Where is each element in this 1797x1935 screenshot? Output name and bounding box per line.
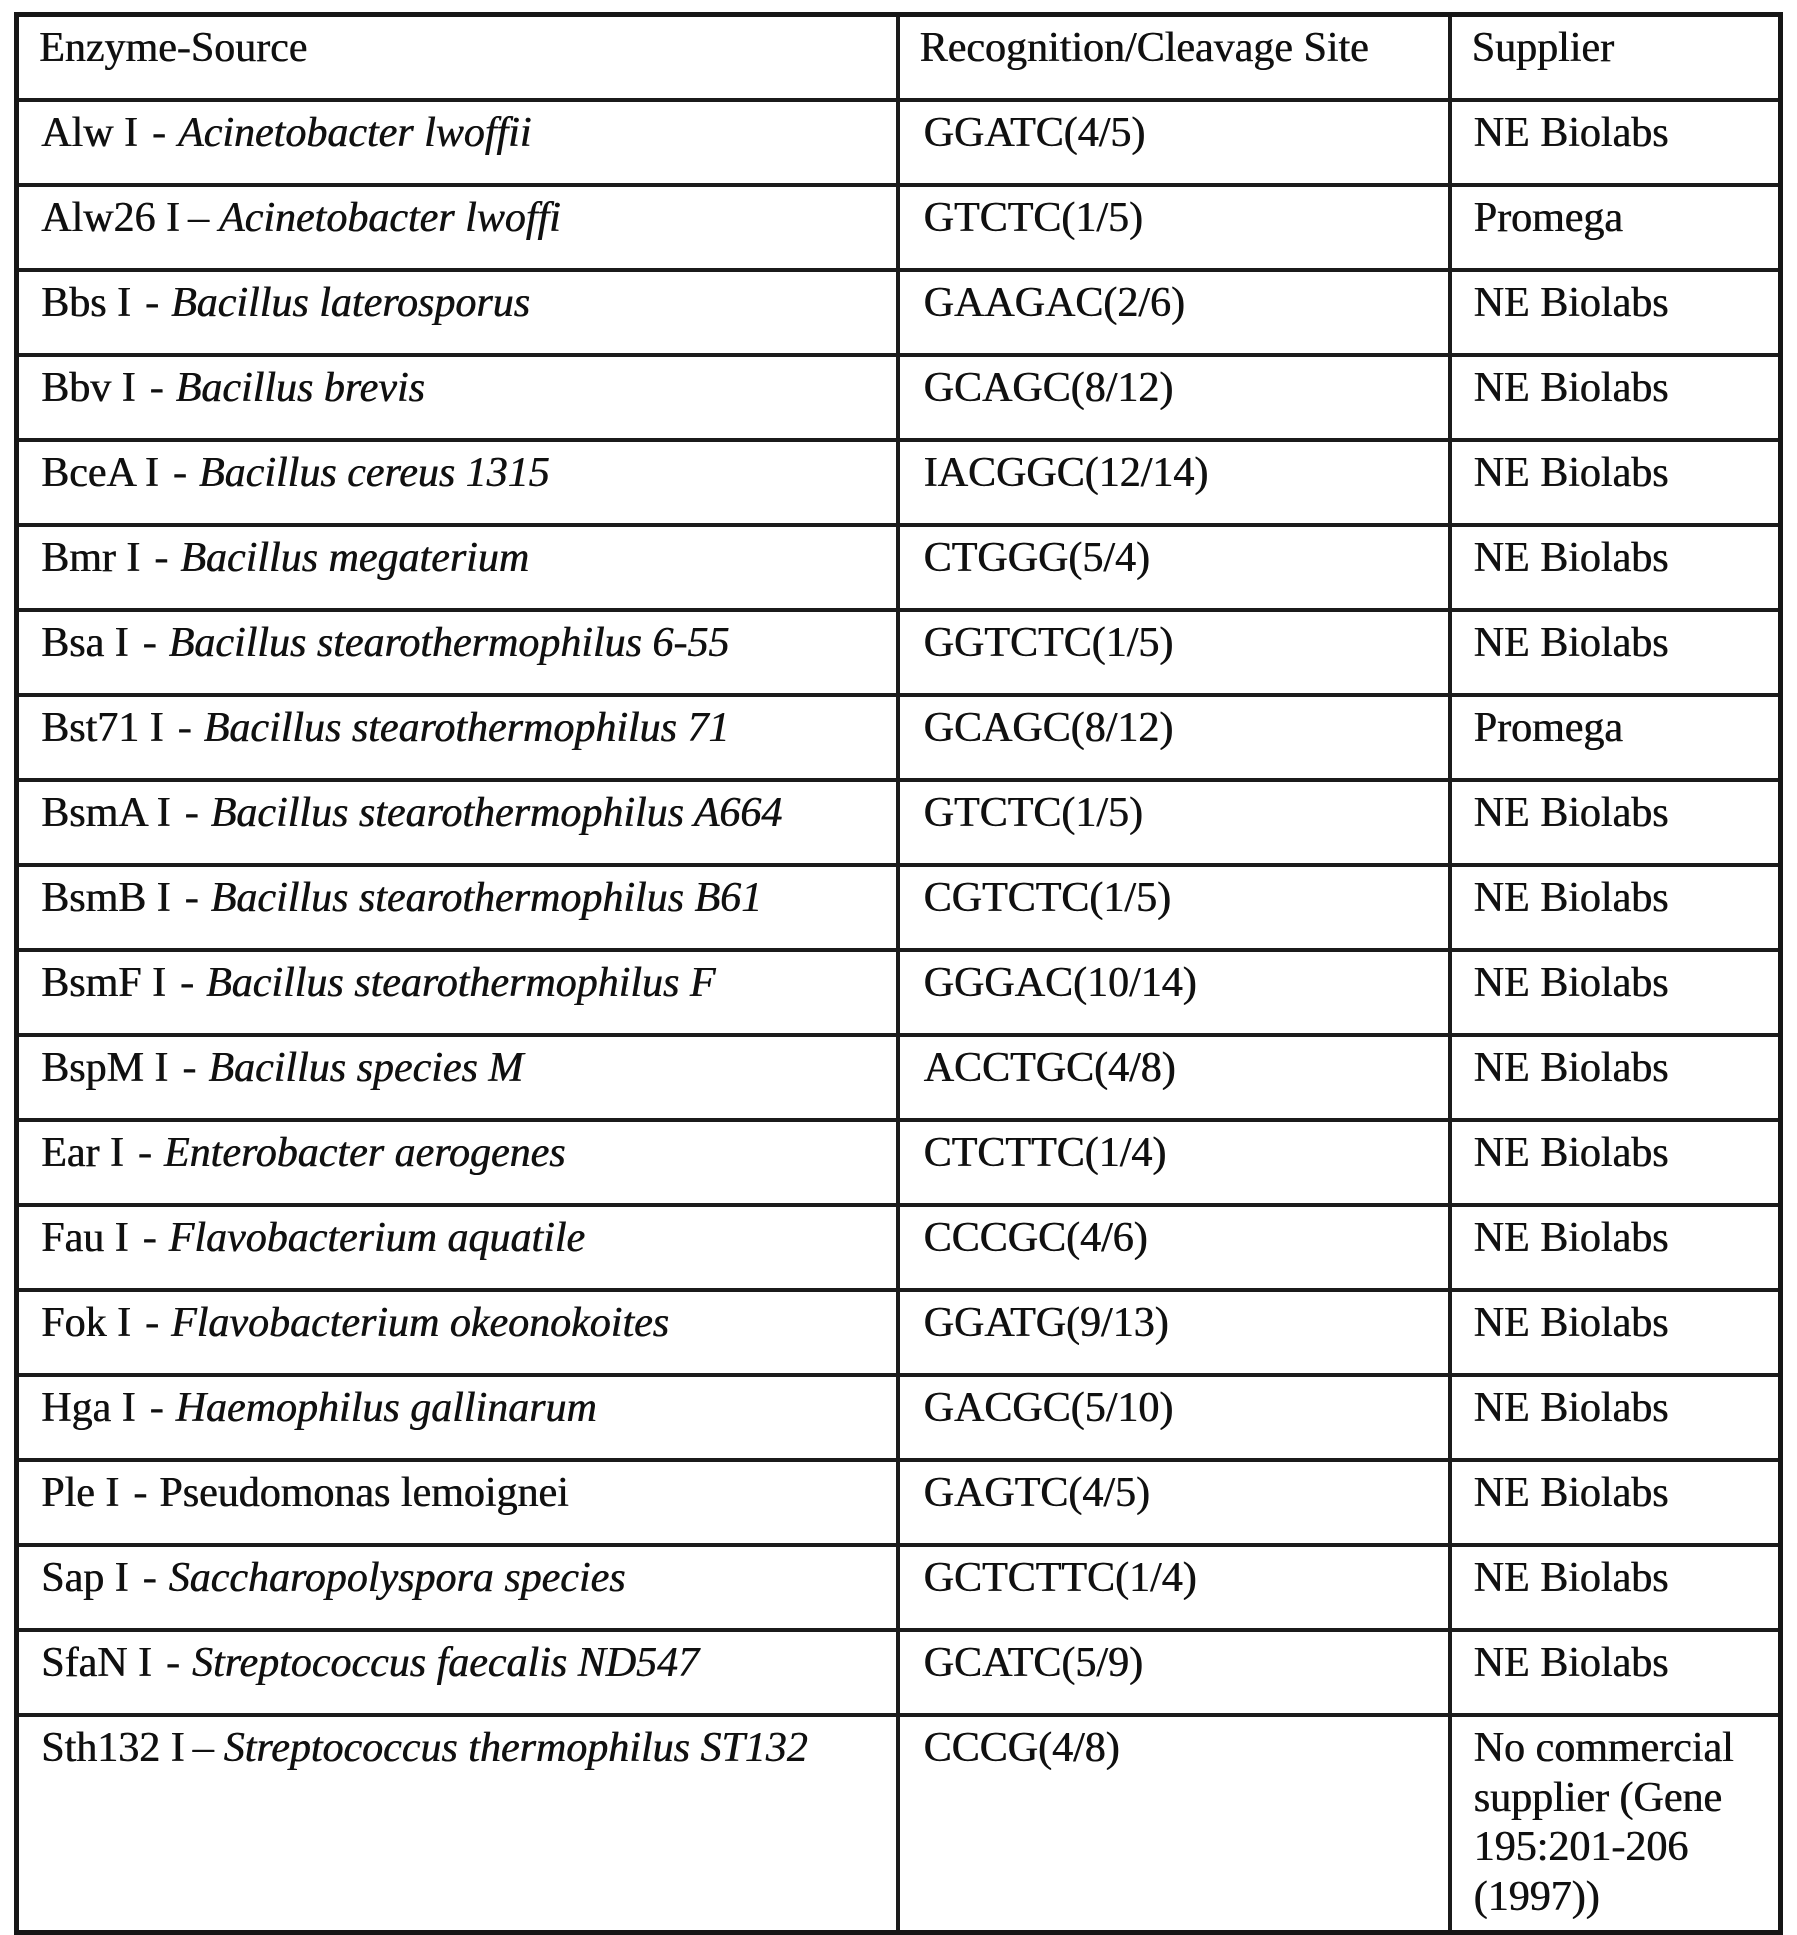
source-organism: Bacillus stearothermophilus 71 [203, 705, 730, 751]
table-row [17, 780, 1781, 865]
enzyme-source-separator: - [142, 1555, 157, 1601]
enzyme-source-cell [17, 1035, 898, 1120]
enzyme-source-cell [17, 100, 898, 185]
enzyme-source-separator: - [137, 1130, 152, 1176]
enzyme-name: Bst71 I [41, 705, 164, 751]
enzyme-source-cell [17, 355, 898, 440]
enzyme-source-separator: - [149, 1385, 164, 1431]
enzyme-name: BceA I [41, 450, 159, 496]
enzyme-source-cell [17, 1290, 898, 1375]
enzyme-name: Ple I [41, 1470, 120, 1516]
supplier-cell: NE Biolabs [1450, 1120, 1781, 1205]
enzyme-source-cell [17, 865, 898, 950]
recognition-site-cell: CGTCTC(1/5) [898, 865, 1450, 950]
table-row [17, 1460, 1781, 1545]
recognition-site-cell: CCCGC(4/6) [898, 1205, 1450, 1290]
table-row [17, 1120, 1781, 1205]
enzyme-name: Bbs I [41, 280, 131, 326]
table-row [17, 440, 1781, 525]
enzyme-source-cell [17, 780, 898, 865]
enzyme-source-cell [17, 610, 898, 695]
enzyme-name: BspM I [41, 1045, 169, 1091]
enzyme-source-separator: - [144, 1300, 159, 1346]
source-organism: Bacillus stearothermophilus 6-55 [168, 620, 730, 666]
source-organism: Acinetobacter lwoffi [218, 195, 561, 241]
source-organism: Flavobacterium okeonokoites [170, 1300, 669, 1346]
recognition-site-cell: GCATC(5/9) [898, 1630, 1450, 1715]
enzyme-source-separator: - [142, 620, 157, 666]
table-body [17, 100, 1781, 1933]
supplier-cell: NE Biolabs [1450, 355, 1781, 440]
enzyme-name: Fok I [41, 1300, 131, 1346]
table-row [17, 1375, 1781, 1460]
source-organism: Bacillus cereus 1315 [198, 450, 550, 496]
source-organism: Flavobacterium aquatile [168, 1215, 585, 1261]
column-header-supplier: Supplier [1450, 15, 1781, 101]
recognition-site-cell: GGTCTC(1/5) [898, 610, 1450, 695]
table-row [17, 185, 1781, 270]
recognition-site-cell: GACGC(5/10) [898, 1375, 1450, 1460]
source-organism: Bacillus stearothermophilus F [205, 960, 716, 1006]
table-row [17, 270, 1781, 355]
table-row [17, 1205, 1781, 1290]
source-organism: Bacillus stearothermophilus B61 [210, 875, 762, 921]
enzyme-source-separator: - [184, 875, 199, 921]
source-organism: Streptococcus faecalis ND547 [191, 1640, 699, 1686]
enzyme-name: Ear I [41, 1130, 124, 1176]
supplier-cell: NE Biolabs [1450, 1035, 1781, 1120]
column-header-recognition-cleavage-site: Recognition/Cleavage Site [898, 15, 1450, 101]
enzyme-name: BsmA I [41, 790, 171, 836]
enzyme-source-cell [17, 1205, 898, 1290]
recognition-site-cell: GGGAC(10/14) [898, 950, 1450, 1035]
enzyme-source-separator: - [179, 960, 194, 1006]
column-header-enzyme-source: Enzyme-Source [17, 15, 898, 101]
enzyme-source-separator: - [172, 450, 187, 496]
enzyme-name: SfaN I [41, 1640, 152, 1686]
enzyme-source-separator: - [144, 280, 159, 326]
source-organism: Saccharopolyspora species [168, 1555, 626, 1601]
source-organism: Acinetobacter lwoffii [177, 110, 532, 156]
supplier-cell: NE Biolabs [1450, 780, 1781, 865]
supplier-cell: NE Biolabs [1450, 950, 1781, 1035]
enzyme-name: Bbv I [41, 365, 136, 411]
table-row [17, 100, 1781, 185]
recognition-site-cell: GTCTC(1/5) [898, 185, 1450, 270]
recognition-site-cell: GTCTC(1/5) [898, 780, 1450, 865]
enzyme-source-cell [17, 1460, 898, 1545]
recognition-site-cell: GCAGC(8/12) [898, 355, 1450, 440]
supplier-cell: NE Biolabs [1450, 440, 1781, 525]
recognition-site-cell: GCTCTTC(1/4) [898, 1545, 1450, 1630]
enzyme-source-cell [17, 525, 898, 610]
enzyme-source-separator: - [151, 110, 166, 156]
enzyme-name: Alw26 I [41, 195, 180, 241]
recognition-site-cell: CCCG(4/8) [898, 1715, 1450, 1933]
source-organism: Enterobacter aerogenes [163, 1130, 566, 1176]
table-row [17, 610, 1781, 695]
enzyme-source-separator: - [182, 1045, 197, 1091]
enzyme-source-cell [17, 695, 898, 780]
enzyme-source-cell [17, 270, 898, 355]
recognition-site-cell: GGATC(4/5) [898, 100, 1450, 185]
source-organism: Bacillus megaterium [180, 535, 529, 581]
supplier-cell: No commercial supplier (Gene 195:201-206 (1997)) [1450, 1715, 1781, 1933]
source-organism: Streptococcus thermophilus ST132 [223, 1725, 808, 1771]
supplier-cell: NE Biolabs [1450, 270, 1781, 355]
enzyme-name: Fau I [41, 1215, 129, 1261]
enzyme-name: BsmB I [41, 875, 171, 921]
table-row [17, 1715, 1781, 1933]
source-organism: Bacillus stearothermophilus A664 [210, 790, 783, 836]
supplier-cell: NE Biolabs [1450, 1290, 1781, 1375]
table-row [17, 355, 1781, 440]
enzyme-source-separator: - [154, 535, 169, 581]
enzyme-source-cell [17, 185, 898, 270]
enzyme-name: Sap I [41, 1555, 129, 1601]
enzyme-source-separator: – [187, 195, 209, 241]
recognition-site-cell: IACGGC(12/14) [898, 440, 1450, 525]
supplier-cell: NE Biolabs [1450, 865, 1781, 950]
enzyme-source-cell [17, 950, 898, 1035]
recognition-site-cell: GAGTC(4/5) [898, 1460, 1450, 1545]
supplier-cell: NE Biolabs [1450, 610, 1781, 695]
enzyme-name: Bmr I [41, 535, 141, 581]
recognition-site-cell: GCAGC(8/12) [898, 695, 1450, 780]
enzyme-source-separator: - [149, 365, 164, 411]
table-row [17, 525, 1781, 610]
recognition-site-cell: GAAGAC(2/6) [898, 270, 1450, 355]
enzyme-source-cell [17, 1630, 898, 1715]
enzyme-source-cell [17, 1545, 898, 1630]
enzyme-name: Alw I [41, 110, 138, 156]
table-row [17, 695, 1781, 780]
enzyme-source-cell [17, 1375, 898, 1460]
table-row [17, 1630, 1781, 1715]
table-row [17, 1290, 1781, 1375]
enzyme-source-separator: – [192, 1725, 214, 1771]
recognition-site-cell: CTCTTC(1/4) [898, 1120, 1450, 1205]
enzyme-source-cell [17, 1120, 898, 1205]
header-row [17, 15, 1781, 101]
table-row [17, 950, 1781, 1035]
enzyme-source-cell [17, 1715, 898, 1933]
supplier-cell: NE Biolabs [1450, 100, 1781, 185]
supplier-cell: Promega [1450, 695, 1781, 780]
supplier-cell: NE Biolabs [1450, 1205, 1781, 1290]
enzyme-source-separator: - [133, 1470, 148, 1516]
enzyme-name: Sth132 I [41, 1725, 185, 1771]
table-row [17, 1035, 1781, 1120]
enzyme-name: Hga I [41, 1385, 136, 1431]
recognition-site-cell: GGATG(9/13) [898, 1290, 1450, 1375]
supplier-cell: NE Biolabs [1450, 525, 1781, 610]
enzyme-name: Bsa I [41, 620, 129, 666]
supplier-cell: Promega [1450, 185, 1781, 270]
enzyme-source-separator: - [142, 1215, 157, 1261]
table-row [17, 865, 1781, 950]
enzyme-source-separator: - [177, 705, 192, 751]
source-organism: Bacillus species M [208, 1045, 524, 1091]
supplier-cell: NE Biolabs [1450, 1545, 1781, 1630]
enzyme-source-separator: - [165, 1640, 180, 1686]
enzymes-table [14, 12, 1783, 1935]
enzyme-source-cell [17, 440, 898, 525]
supplier-cell: NE Biolabs [1450, 1630, 1781, 1715]
supplier-cell: NE Biolabs [1450, 1460, 1781, 1545]
recognition-site-cell: ACCTGC(4/8) [898, 1035, 1450, 1120]
enzyme-name: BsmF I [41, 960, 166, 1006]
source-organism: Pseudomonas lemoignei [159, 1470, 569, 1516]
source-organism: Bacillus laterosporus [170, 280, 530, 326]
enzyme-source-separator: - [184, 790, 199, 836]
supplier-cell: NE Biolabs [1450, 1375, 1781, 1460]
recognition-site-cell: CTGGG(5/4) [898, 525, 1450, 610]
table-row [17, 1545, 1781, 1630]
source-organism: Bacillus brevis [175, 365, 425, 411]
source-organism: Haemophilus gallinarum [175, 1385, 597, 1431]
table-header [17, 15, 1781, 101]
